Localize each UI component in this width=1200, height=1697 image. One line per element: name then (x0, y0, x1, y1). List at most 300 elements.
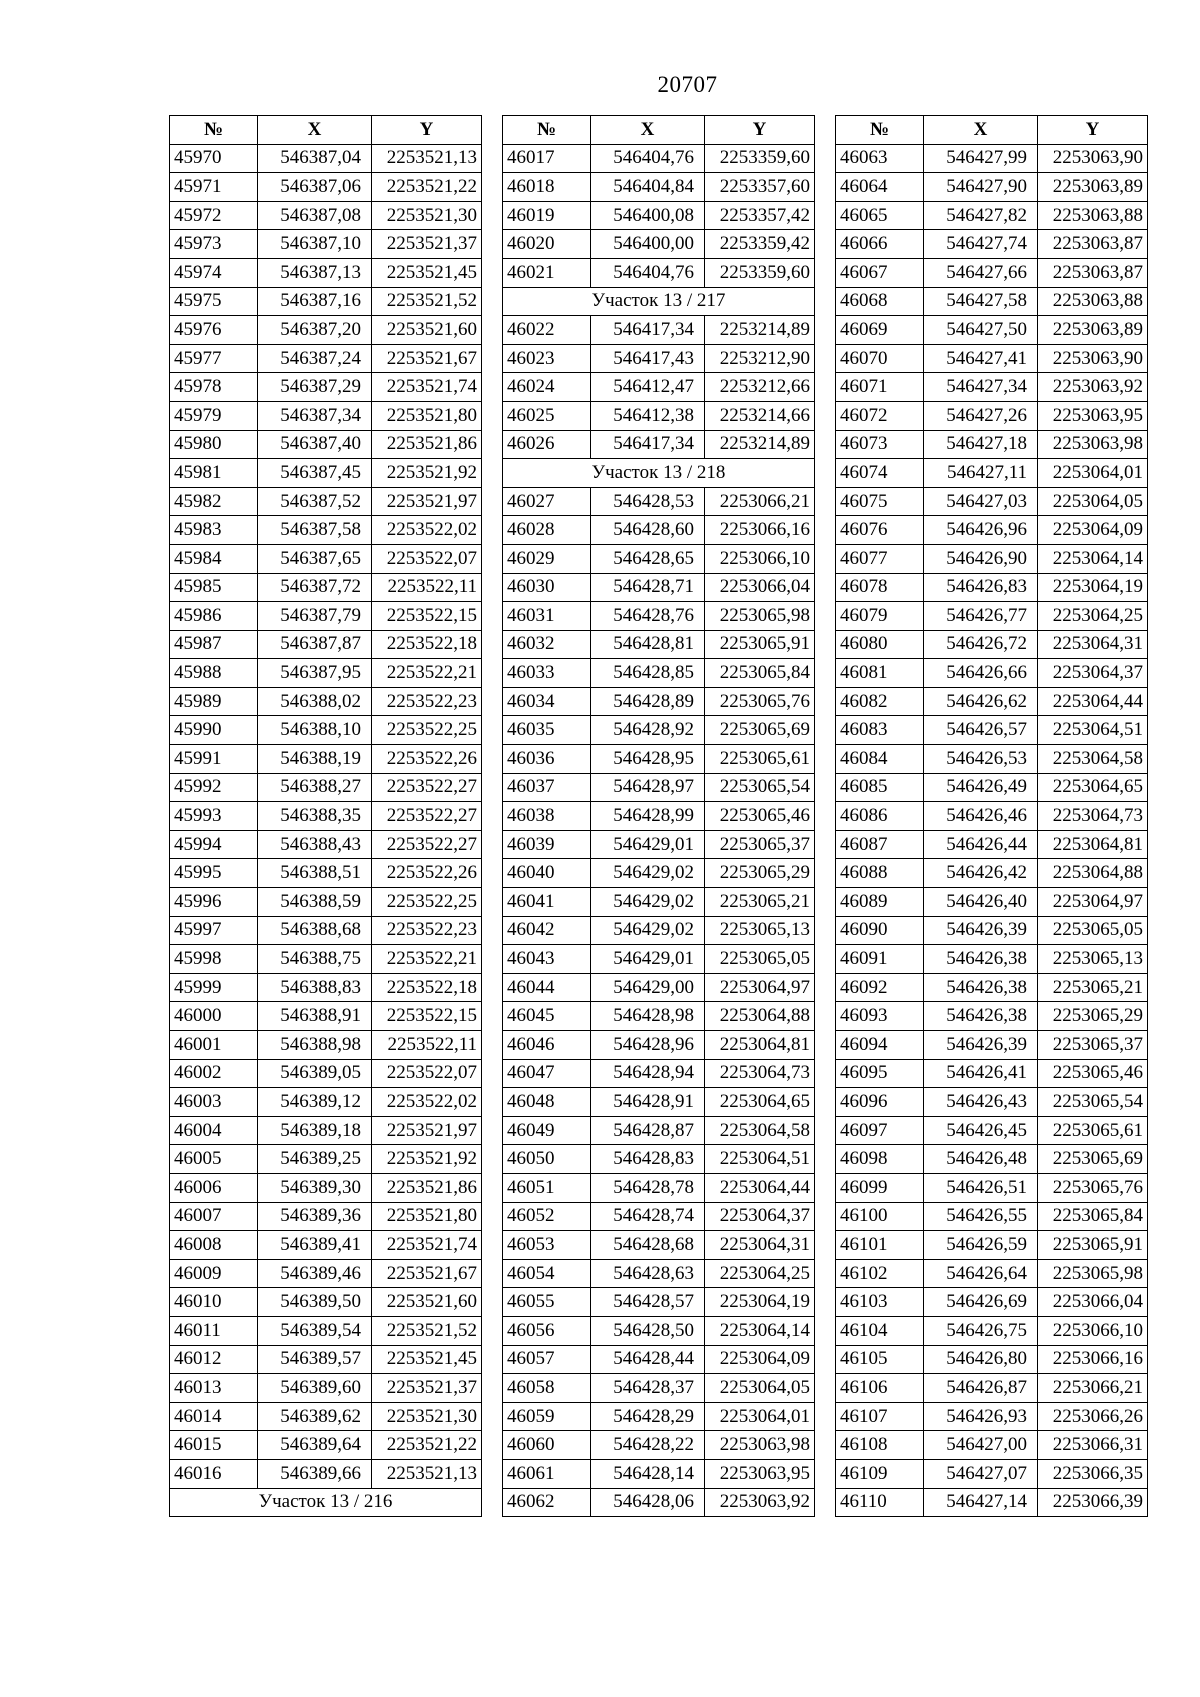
table-row (503, 716, 815, 745)
table-row (503, 258, 815, 287)
point-number-cell: 46085 (836, 773, 924, 802)
point-number-cell: 46062 (503, 1488, 591, 1517)
x-coordinate-cell: 546428,60 (591, 516, 705, 545)
y-coordinate-cell: 2253066,10 (705, 544, 815, 573)
x-coordinate-cell: 546426,53 (924, 745, 1038, 774)
table-row (836, 544, 1148, 573)
y-coordinate-cell: 2253212,66 (705, 373, 815, 402)
point-number-cell: 46058 (503, 1374, 591, 1403)
x-coordinate-cell: 546389,18 (258, 1116, 372, 1145)
y-coordinate-cell: 2253065,61 (1038, 1116, 1148, 1145)
point-number-cell: 45981 (170, 459, 258, 488)
x-coordinate-cell: 546387,87 (258, 630, 372, 659)
header-y: Y (372, 116, 482, 145)
table-row (503, 602, 815, 631)
table-row (503, 401, 815, 430)
x-coordinate-cell: 546387,06 (258, 173, 372, 202)
point-number-cell: 46078 (836, 573, 924, 602)
x-coordinate-cell: 546428,68 (591, 1231, 705, 1260)
point-number-cell: 46050 (503, 1145, 591, 1174)
x-coordinate-cell: 546387,79 (258, 602, 372, 631)
x-coordinate-cell: 546400,08 (591, 201, 705, 230)
table-row (170, 973, 482, 1002)
point-number-cell: 46070 (836, 344, 924, 373)
y-coordinate-cell: 2253063,92 (705, 1488, 815, 1517)
table-row (836, 573, 1148, 602)
table-row (503, 830, 815, 859)
point-number-cell: 46108 (836, 1431, 924, 1460)
table-row (170, 602, 482, 631)
x-coordinate-cell: 546387,34 (258, 401, 372, 430)
table-row (836, 1402, 1148, 1431)
table-row (503, 888, 815, 917)
y-coordinate-cell: 2253063,88 (1038, 287, 1148, 316)
y-coordinate-cell: 2253065,84 (1038, 1202, 1148, 1231)
y-coordinate-cell: 2253066,39 (1038, 1488, 1148, 1517)
coordinates-table-middle (502, 115, 815, 1517)
table-row (836, 745, 1148, 774)
x-coordinate-cell: 546428,85 (591, 659, 705, 688)
y-coordinate-cell: 2253065,37 (1038, 1031, 1148, 1060)
y-coordinate-cell: 2253064,05 (1038, 487, 1148, 516)
header-number: № (170, 116, 258, 145)
table-row (503, 1202, 815, 1231)
x-coordinate-cell: 546426,87 (924, 1374, 1038, 1403)
point-number-cell: 46086 (836, 802, 924, 831)
y-coordinate-cell: 2253064,73 (1038, 802, 1148, 831)
x-coordinate-cell: 546426,83 (924, 573, 1038, 602)
point-number-cell: 46044 (503, 973, 591, 1002)
x-coordinate-cell: 546426,40 (924, 888, 1038, 917)
x-coordinate-cell: 546389,12 (258, 1088, 372, 1117)
point-number-cell: 45972 (170, 201, 258, 230)
x-coordinate-cell: 546389,05 (258, 1059, 372, 1088)
header-x: X (591, 116, 705, 145)
point-number-cell: 45987 (170, 630, 258, 659)
y-coordinate-cell: 2253064,58 (1038, 745, 1148, 774)
point-number-cell: 45986 (170, 602, 258, 631)
y-coordinate-cell: 2253064,19 (1038, 573, 1148, 602)
point-number-cell: 46020 (503, 230, 591, 259)
point-number-cell: 46021 (503, 258, 591, 287)
table-row (836, 1031, 1148, 1060)
x-coordinate-cell: 546426,80 (924, 1345, 1038, 1374)
y-coordinate-cell: 2253521,22 (372, 1431, 482, 1460)
point-number-cell: 46034 (503, 687, 591, 716)
point-number-cell: 46040 (503, 859, 591, 888)
point-number-cell: 45973 (170, 230, 258, 259)
point-number-cell: 46043 (503, 945, 591, 974)
point-number-cell: 46057 (503, 1345, 591, 1374)
y-coordinate-cell: 2253214,89 (705, 430, 815, 459)
y-coordinate-cell: 2253359,60 (705, 258, 815, 287)
table-row (836, 144, 1148, 173)
table-row (170, 287, 482, 316)
table-row (503, 687, 815, 716)
point-number-cell: 46059 (503, 1402, 591, 1431)
table-row (170, 1202, 482, 1231)
y-coordinate-cell: 2253065,98 (705, 602, 815, 631)
y-coordinate-cell: 2253522,23 (372, 687, 482, 716)
table-row (170, 1316, 482, 1345)
table-row (503, 945, 815, 974)
x-coordinate-cell: 546428,57 (591, 1288, 705, 1317)
x-coordinate-cell: 546426,45 (924, 1116, 1038, 1145)
x-coordinate-cell: 546428,83 (591, 1145, 705, 1174)
x-coordinate-cell: 546427,03 (924, 487, 1038, 516)
y-coordinate-cell: 2253522,27 (372, 802, 482, 831)
y-coordinate-cell: 2253064,97 (1038, 888, 1148, 917)
point-number-cell: 46008 (170, 1231, 258, 1260)
point-number-cell: 46087 (836, 830, 924, 859)
table-row (170, 1088, 482, 1117)
table-row (836, 230, 1148, 259)
point-number-cell: 46095 (836, 1059, 924, 1088)
point-number-cell: 46103 (836, 1288, 924, 1317)
table-row (170, 1002, 482, 1031)
table-row (170, 144, 482, 173)
table-row (170, 1259, 482, 1288)
point-number-cell: 46073 (836, 430, 924, 459)
table-row (170, 373, 482, 402)
y-coordinate-cell: 2253065,29 (1038, 1002, 1148, 1031)
header-y: Y (1038, 116, 1148, 145)
table-row (503, 630, 815, 659)
y-coordinate-cell: 2253066,26 (1038, 1402, 1148, 1431)
y-coordinate-cell: 2253063,98 (705, 1431, 815, 1460)
table-row (836, 659, 1148, 688)
x-coordinate-cell: 546426,75 (924, 1316, 1038, 1345)
table-row (503, 1431, 815, 1460)
x-coordinate-cell: 546427,74 (924, 230, 1038, 259)
x-coordinate-cell: 546428,94 (591, 1059, 705, 1088)
table-row (836, 716, 1148, 745)
point-number-cell: 46013 (170, 1374, 258, 1403)
y-coordinate-cell: 2253063,89 (1038, 316, 1148, 345)
table-row (170, 258, 482, 287)
point-number-cell: 46072 (836, 401, 924, 430)
y-coordinate-cell: 2253066,10 (1038, 1316, 1148, 1345)
y-coordinate-cell: 2253064,14 (1038, 544, 1148, 573)
y-coordinate-cell: 2253063,92 (1038, 373, 1148, 402)
table-row (836, 459, 1148, 488)
y-coordinate-cell: 2253063,98 (1038, 430, 1148, 459)
point-number-cell: 45977 (170, 344, 258, 373)
table-row (503, 659, 815, 688)
y-coordinate-cell: 2253522,07 (372, 1059, 482, 1088)
y-coordinate-cell: 2253522,02 (372, 1088, 482, 1117)
table-row (836, 1259, 1148, 1288)
y-coordinate-cell: 2253521,80 (372, 401, 482, 430)
table-row (503, 1345, 815, 1374)
x-coordinate-cell: 546427,66 (924, 258, 1038, 287)
y-coordinate-cell: 2253522,23 (372, 916, 482, 945)
x-coordinate-cell: 546428,71 (591, 573, 705, 602)
y-coordinate-cell: 2253522,15 (372, 602, 482, 631)
y-coordinate-cell: 2253063,95 (705, 1459, 815, 1488)
x-coordinate-cell: 546426,66 (924, 659, 1038, 688)
y-coordinate-cell: 2253065,13 (705, 916, 815, 945)
x-coordinate-cell: 546387,52 (258, 487, 372, 516)
x-coordinate-cell: 546428,29 (591, 1402, 705, 1431)
x-coordinate-cell: 546426,51 (924, 1173, 1038, 1202)
header-number: № (503, 116, 591, 145)
x-coordinate-cell: 546388,91 (258, 1002, 372, 1031)
table-row (170, 430, 482, 459)
table-row (503, 144, 815, 173)
y-coordinate-cell: 2253357,42 (705, 201, 815, 230)
table-row (836, 430, 1148, 459)
x-coordinate-cell: 546427,34 (924, 373, 1038, 402)
x-coordinate-cell: 546427,58 (924, 287, 1038, 316)
point-number-cell: 46101 (836, 1231, 924, 1260)
table-row (170, 1231, 482, 1260)
point-number-cell: 46110 (836, 1488, 924, 1517)
y-coordinate-cell: 2253522,18 (372, 630, 482, 659)
y-coordinate-cell: 2253357,60 (705, 173, 815, 202)
table-row (170, 859, 482, 888)
x-coordinate-cell: 546387,13 (258, 258, 372, 287)
y-coordinate-cell: 2253064,58 (705, 1116, 815, 1145)
table-row (836, 287, 1148, 316)
table-row (503, 859, 815, 888)
y-coordinate-cell: 2253063,90 (1038, 344, 1148, 373)
point-number-cell: 46051 (503, 1173, 591, 1202)
table-row (503, 1231, 815, 1260)
y-coordinate-cell: 2253522,25 (372, 888, 482, 917)
coordinates-table-right (835, 115, 1148, 1517)
x-coordinate-cell: 546388,98 (258, 1031, 372, 1060)
table-row (503, 1402, 815, 1431)
table-row (170, 401, 482, 430)
point-number-cell: 46106 (836, 1374, 924, 1403)
table-row (503, 1259, 815, 1288)
point-number-cell: 45984 (170, 544, 258, 573)
point-number-cell: 46041 (503, 888, 591, 917)
y-coordinate-cell: 2253522,11 (372, 1031, 482, 1060)
coordinates-table-left (169, 115, 482, 1517)
point-number-cell: 46067 (836, 258, 924, 287)
table-row (170, 573, 482, 602)
y-coordinate-cell: 2253521,86 (372, 430, 482, 459)
y-coordinate-cell: 2253521,67 (372, 1259, 482, 1288)
table-row (170, 344, 482, 373)
table-row (836, 1345, 1148, 1374)
x-coordinate-cell: 546426,72 (924, 630, 1038, 659)
table-row (503, 1059, 815, 1088)
point-number-cell: 46045 (503, 1002, 591, 1031)
table-row (836, 687, 1148, 716)
point-number-cell: 46039 (503, 830, 591, 859)
x-coordinate-cell: 546388,59 (258, 888, 372, 917)
y-coordinate-cell: 2253064,88 (1038, 859, 1148, 888)
table-row (836, 916, 1148, 945)
x-coordinate-cell: 546412,38 (591, 401, 705, 430)
x-coordinate-cell: 546389,66 (258, 1459, 372, 1488)
y-coordinate-cell: 2253064,31 (705, 1231, 815, 1260)
y-coordinate-cell: 2253521,37 (372, 230, 482, 259)
point-number-cell: 46036 (503, 745, 591, 774)
point-number-cell: 46030 (503, 573, 591, 602)
table-row (170, 687, 482, 716)
y-coordinate-cell: 2253521,60 (372, 1288, 482, 1317)
point-number-cell: 45998 (170, 945, 258, 974)
point-number-cell: 46035 (503, 716, 591, 745)
table-body (170, 144, 482, 1517)
y-coordinate-cell: 2253066,16 (705, 516, 815, 545)
y-coordinate-cell: 2253064,01 (705, 1402, 815, 1431)
y-coordinate-cell: 2253064,14 (705, 1316, 815, 1345)
x-coordinate-cell: 546428,50 (591, 1316, 705, 1345)
x-coordinate-cell: 546428,74 (591, 1202, 705, 1231)
y-coordinate-cell: 2253065,98 (1038, 1259, 1148, 1288)
x-coordinate-cell: 546428,06 (591, 1488, 705, 1517)
point-number-cell: 46071 (836, 373, 924, 402)
table-row (836, 1002, 1148, 1031)
x-coordinate-cell: 546389,50 (258, 1288, 372, 1317)
table-row (503, 1145, 815, 1174)
table-row (836, 945, 1148, 974)
x-coordinate-cell: 546427,14 (924, 1488, 1038, 1517)
y-coordinate-cell: 2253521,60 (372, 316, 482, 345)
x-coordinate-cell: 546426,43 (924, 1088, 1038, 1117)
x-coordinate-cell: 546388,75 (258, 945, 372, 974)
point-number-cell: 46088 (836, 859, 924, 888)
x-coordinate-cell: 546427,50 (924, 316, 1038, 345)
table-row (170, 1059, 482, 1088)
x-coordinate-cell: 546429,02 (591, 888, 705, 917)
y-coordinate-cell: 2253064,88 (705, 1002, 815, 1031)
point-number-cell: 46047 (503, 1059, 591, 1088)
y-coordinate-cell: 2253066,31 (1038, 1431, 1148, 1460)
point-number-cell: 45999 (170, 973, 258, 1002)
section-label: Участок 13 / 218 (503, 459, 815, 488)
point-number-cell: 45989 (170, 687, 258, 716)
y-coordinate-cell: 2253064,81 (705, 1031, 815, 1060)
point-number-cell: 46109 (836, 1459, 924, 1488)
y-coordinate-cell: 2253359,60 (705, 144, 815, 173)
x-coordinate-cell: 546427,18 (924, 430, 1038, 459)
table-row (170, 1145, 482, 1174)
table-row (836, 316, 1148, 345)
x-coordinate-cell: 546428,96 (591, 1031, 705, 1060)
point-number-cell: 46011 (170, 1316, 258, 1345)
y-coordinate-cell: 2253065,61 (705, 745, 815, 774)
y-coordinate-cell: 2253214,89 (705, 316, 815, 345)
table-header (503, 116, 815, 145)
table-row (836, 373, 1148, 402)
table-row (170, 544, 482, 573)
point-number-cell: 46025 (503, 401, 591, 430)
page-number: 20707 (657, 72, 718, 97)
y-coordinate-cell: 2253065,69 (1038, 1145, 1148, 1174)
x-coordinate-cell: 546426,62 (924, 687, 1038, 716)
point-number-cell: 46063 (836, 144, 924, 173)
table-row (836, 487, 1148, 516)
table-row (503, 973, 815, 1002)
section-label: Участок 13 / 216 (170, 1488, 482, 1517)
point-number-cell: 46049 (503, 1116, 591, 1145)
x-coordinate-cell: 546387,29 (258, 373, 372, 402)
header-x: X (924, 116, 1038, 145)
x-coordinate-cell: 546426,57 (924, 716, 1038, 745)
x-coordinate-cell: 546389,64 (258, 1431, 372, 1460)
x-coordinate-cell: 546426,77 (924, 602, 1038, 631)
y-coordinate-cell: 2253065,21 (1038, 973, 1148, 1002)
x-coordinate-cell: 546387,95 (258, 659, 372, 688)
x-coordinate-cell: 546389,30 (258, 1173, 372, 1202)
point-number-cell: 46053 (503, 1231, 591, 1260)
x-coordinate-cell: 546389,54 (258, 1316, 372, 1345)
y-coordinate-cell: 2253066,35 (1038, 1459, 1148, 1488)
x-coordinate-cell: 546426,49 (924, 773, 1038, 802)
y-coordinate-cell: 2253065,84 (705, 659, 815, 688)
table-row (170, 1345, 482, 1374)
point-number-cell: 46017 (503, 144, 591, 173)
point-number-cell: 45996 (170, 888, 258, 917)
y-coordinate-cell: 2253521,45 (372, 258, 482, 287)
point-number-cell: 46054 (503, 1259, 591, 1288)
x-coordinate-cell: 546426,64 (924, 1259, 1038, 1288)
x-coordinate-cell: 546387,40 (258, 430, 372, 459)
table-row (170, 1431, 482, 1460)
point-number-cell: 45982 (170, 487, 258, 516)
point-number-cell: 46081 (836, 659, 924, 688)
table-row (170, 945, 482, 974)
table-row (503, 487, 815, 516)
point-number-cell: 45979 (170, 401, 258, 430)
table-row (503, 1116, 815, 1145)
table-row (503, 1002, 815, 1031)
y-coordinate-cell: 2253214,66 (705, 401, 815, 430)
y-coordinate-cell: 2253064,51 (705, 1145, 815, 1174)
y-coordinate-cell: 2253521,74 (372, 1231, 482, 1260)
table-row (170, 716, 482, 745)
table-row (836, 1231, 1148, 1260)
point-number-cell: 46080 (836, 630, 924, 659)
y-coordinate-cell: 2253064,01 (1038, 459, 1148, 488)
y-coordinate-cell: 2253064,19 (705, 1288, 815, 1317)
x-coordinate-cell: 546429,02 (591, 859, 705, 888)
point-number-cell: 46064 (836, 173, 924, 202)
x-coordinate-cell: 546387,24 (258, 344, 372, 373)
x-coordinate-cell: 546426,38 (924, 973, 1038, 1002)
x-coordinate-cell: 546426,90 (924, 544, 1038, 573)
x-coordinate-cell: 546426,46 (924, 802, 1038, 831)
y-coordinate-cell: 2253065,05 (705, 945, 815, 974)
x-coordinate-cell: 546427,00 (924, 1431, 1038, 1460)
y-coordinate-cell: 2253064,51 (1038, 716, 1148, 745)
x-coordinate-cell: 546388,19 (258, 745, 372, 774)
x-coordinate-cell: 546417,43 (591, 344, 705, 373)
point-number-cell: 46089 (836, 888, 924, 917)
point-number-cell: 46104 (836, 1316, 924, 1345)
table-row (836, 1202, 1148, 1231)
table-row (170, 773, 482, 802)
x-coordinate-cell: 546388,35 (258, 802, 372, 831)
table-header (836, 116, 1148, 145)
y-coordinate-cell: 2253064,44 (1038, 687, 1148, 716)
point-number-cell: 45974 (170, 258, 258, 287)
y-coordinate-cell: 2253521,13 (372, 1459, 482, 1488)
point-number-cell: 45970 (170, 144, 258, 173)
x-coordinate-cell: 546428,91 (591, 1088, 705, 1117)
y-coordinate-cell: 2253522,27 (372, 773, 482, 802)
point-number-cell: 46009 (170, 1259, 258, 1288)
header-number: № (836, 116, 924, 145)
point-number-cell: 46060 (503, 1431, 591, 1460)
x-coordinate-cell: 546388,10 (258, 716, 372, 745)
